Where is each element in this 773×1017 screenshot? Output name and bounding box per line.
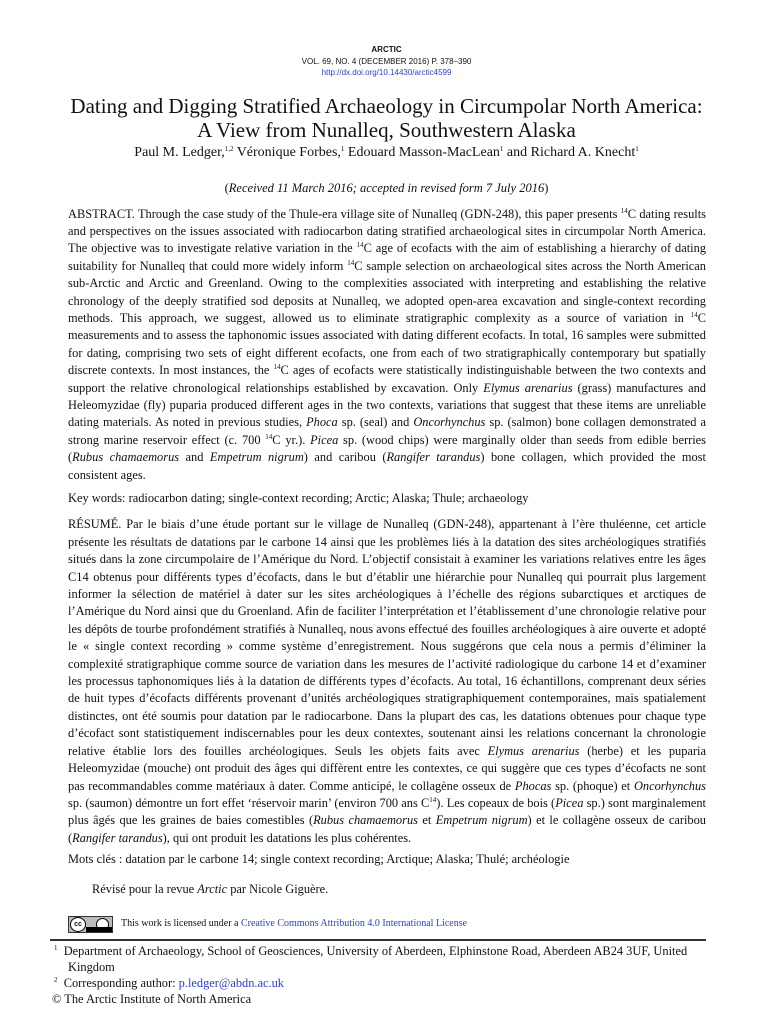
italic-term: Rangifer tarandus <box>386 450 481 465</box>
text-run: Révisé pour la revue <box>92 881 198 896</box>
superscript: 14 <box>265 432 273 441</box>
received-dates <box>0 180 773 196</box>
received-text: Received 11 March 2016; accepted in revised form 7 July 2016 <box>228 180 545 195</box>
italic-term: Rubus chamaemorus <box>313 813 418 828</box>
author-affiliation: 1 <box>499 144 504 153</box>
text-run: sp. (salmon) bone collagen demonstrated a strong marine reservoir effect (c. 700 <box>68 415 706 447</box>
text-run: par Nicole Giguère. <box>227 881 329 896</box>
mots-cles <box>68 851 706 868</box>
superscript: 14 <box>347 258 355 267</box>
keywords <box>68 490 706 507</box>
superscript: 14 <box>273 363 281 372</box>
text-run: C dating results and perspectives on the issues associated with radiocarbon dating stratified archaeological sites in circumpolar North America. The objective was to investigate relative variation in the <box>68 206 706 256</box>
license-link[interactable]: Creative Commons Attribution 4.0 International License <box>240 918 468 930</box>
text-run: C yr.). <box>272 432 311 447</box>
affiliation-text: Department of Archaeology, School of Geosciences, University of Aberdeen, Elphinstone Road, Aberdeen AB24 3UF, United Kingdom <box>63 943 688 974</box>
title-line-1: Dating and Digging Stratified Archaeology in Circumpolar North America: <box>70 93 703 118</box>
italic-term: Arctic <box>197 881 228 896</box>
italic-term: Phoca <box>306 415 338 430</box>
italic-term: Elymus arenarius <box>487 743 580 758</box>
copyright: © The Arctic Institute of North America <box>52 991 252 1006</box>
superscript: 14 <box>356 241 364 250</box>
journal-name: ARCTIC <box>371 45 402 54</box>
footnote-divider <box>50 939 706 941</box>
corresponding-label: Corresponding author: <box>63 975 179 990</box>
text-run: ), qui ont produit les datations les plus cohérentes. <box>162 830 412 845</box>
author-list <box>0 144 773 162</box>
footnote-1 <box>54 943 708 975</box>
italic-term: Empetrum nigrum <box>209 450 304 465</box>
italic-term: Empetrum nigrum <box>435 813 528 828</box>
text-run: C measurements and to assess the taphonomic issues associated with dating different ecofacts. In total, 16 samples were submitted for dating, comprising two sets of eight different ecofacts, one from each of two stratigraphically contemporary but spatially discrete contexts. In most instances, the <box>68 310 706 378</box>
abstract <box>68 206 706 485</box>
italic-term: Rangifer tarandus <box>72 830 163 845</box>
text-run: C sample selection on archaeological sites across the North American sub-Arctic and Arctic and Greenland. Owing to the complexities associated with interpreting and establishing the relative chronology of the deeply stratified sod deposits at Nunalleq, we adopted open-area excavation and single-context recording methods. This approach, we suggest, allowed us to eliminate stratigraphic complexity as a source of variation in <box>68 258 706 325</box>
footnote-mark: 2 <box>54 975 58 984</box>
italic-term: Picea <box>310 432 339 447</box>
revision-note <box>92 881 773 898</box>
author-affiliation: 1 <box>340 144 345 153</box>
text-run: ABSTRACT. Through the case study of the Thule-era village site of Nunalleq (GDN-248), this paper presents <box>68 206 621 221</box>
author: and Richard A. Knecht <box>503 144 636 160</box>
text-run: and <box>179 450 210 465</box>
text-run: RÉSUMÉ. Par le biais d’une étude portant sur le village de Nunalleq (GDN-248), appartenant à l’ère thuléenne, cet article présente les résultats de datations par le carbone 14 ainsi que les problèmes liés à la datation des sites archéologiques stratifiés situés dans la zone circumpolaire de l’Amérique du Nord. L’objectif consistait à examiner les variations relatives entre les âges C14 obtenus pour différents types d’écofacts, dans le but d’établir une hiérarchie pour Nunalleq qui pourrait plus largement informer la sélection de matériel à dater sur les sites archéologiques à l’échelle des régions subarctiques et arctiques de l’Amérique du Nord ainsi que du Groenland. Afin de faciliter l’interprétation et l’établissement d’une chronologie relative pour les dépôts de tourbe profondément stratifiés à Nunalleq, nous avons effectué des fouilles archéologiques à aire ouverte et adopté le « single context recording » comme système d’enregistrement. Nous suggérons que cela nous a permis d’éliminer la complexité stratigraphique comme source de variation dans les mesures de l’activité radiologique du carbone 14 et d’examiner les processus taphonomiques liés à la datation de différents types d’écofacts. Au total, 16 échantillons, comprenant deux séries de huit types d’écofacts différents provenant d’unités archéologiques stratigraphiquement contemporaines, mais spatialement distinctes, ont été soumis pour datation par le radiocarbone. Dans la plupart des cas, les datations obtenues pour chaque type d’écofact sont statistiquement indiscernables pour les deux contextes, soutenant ainsi les relations concernant la chronologie relative établie lors des fouilles archéologiques. Seuls les objets faits avec <box>68 517 706 758</box>
text-run: Key words: radiocarbon dating; single-context recording; Arctic; Alaska; Thule; archaeology <box>68 491 529 505</box>
text-run: C age of ecofacts with the aim of establishing a hierarchy of dating suitability for Nunalleq that could more widely inform <box>68 241 706 273</box>
text-run: et <box>417 813 436 828</box>
italic-term: Elymus arenarius <box>483 380 573 395</box>
italic-term: Rubus chamaemorus <box>72 450 180 465</box>
author: Véronique Forbes, <box>233 144 341 160</box>
text-run: sp. (saumon) démontre un fort effet ‘réservoir marin’ (environ 700 ans C <box>68 795 430 810</box>
text-run: sp. (wood chips) were marginally older than seeds from edible berries ( <box>68 432 707 465</box>
cc-logo: cc <box>70 917 86 932</box>
badge-bar <box>86 927 112 932</box>
author: Paul M. Ledger, <box>134 144 225 160</box>
italic-term: Phocas <box>514 778 552 793</box>
text-run: C ages of ecofacts were statistically indistinguishable between the two contexts and support the relative chronological relationships established by excavation. Only <box>68 363 707 395</box>
text-run: Mots clés : datation par le carbone 14; single context recording; Arctique; Alaska; Thulé; archéologie <box>68 852 570 867</box>
author-affiliation: 1,2 <box>224 144 234 153</box>
paren: ) <box>544 180 549 195</box>
text-run: sp.) sont marginalement plus âgés que les graines de baies comestibles ( <box>68 795 707 828</box>
email-link[interactable]: p.ledger@abdn.ac.uk <box>178 975 284 990</box>
paren: ( <box>224 180 229 195</box>
text-run: ) bone collagen, which provided the most consistent ages. <box>68 450 706 482</box>
author: Edouard Masson-MacLean <box>344 144 500 160</box>
text-run: ) et le collagène osseux de caribou ( <box>68 813 706 845</box>
cc-by-badge-icon[interactable] <box>68 916 113 933</box>
doi-link[interactable]: http://dx.doi.org/10.14430/arctic4599 <box>321 68 452 77</box>
italic-term: Oncorhynchus <box>633 778 706 793</box>
volume-info: VOL. 69, NO. 4 (DECEMBER 2016) P. 378–390 <box>301 56 472 66</box>
license-notice <box>68 916 773 933</box>
text-run: sp. (seal) and <box>337 415 414 430</box>
italic-term: Oncorhynchus <box>413 415 486 430</box>
text-run: (herbe) et les puparia Heleomyzidae (mouche) ont produit des âges qui diffèrent entre les contextes, ce qui suggère que ces types d’écofacts ne sont pas recommandables comme matériaux à dater. Comme anticipé, le collagène osseux de <box>68 743 706 793</box>
superscript: 14 <box>690 310 698 319</box>
resume <box>68 516 706 847</box>
footnote-mark: 1 <box>54 943 58 952</box>
author-affiliation: 1 <box>635 144 639 153</box>
superscript: 14 <box>429 795 437 804</box>
footnote-2 <box>54 975 694 991</box>
text-run: (grass) manufactures and Heleomyzidae (fly) puparia produced different ages in the two contexts, variations that suggest that these items are unreliable dating materials. As noted in previous studies, <box>68 380 706 430</box>
text-run: sp. (phoque) et <box>551 778 634 793</box>
text-run: ) and caribou ( <box>303 450 387 465</box>
paper-title <box>0 94 773 142</box>
title-line-2: A View from Nunalleq, Southwestern Alaska <box>197 117 576 142</box>
text-run: ). Les copeaux de bois ( <box>436 795 556 810</box>
license-text: This work is licensed under a <box>121 918 241 930</box>
superscript: 14 <box>620 206 628 215</box>
italic-term: Picea <box>555 795 584 810</box>
